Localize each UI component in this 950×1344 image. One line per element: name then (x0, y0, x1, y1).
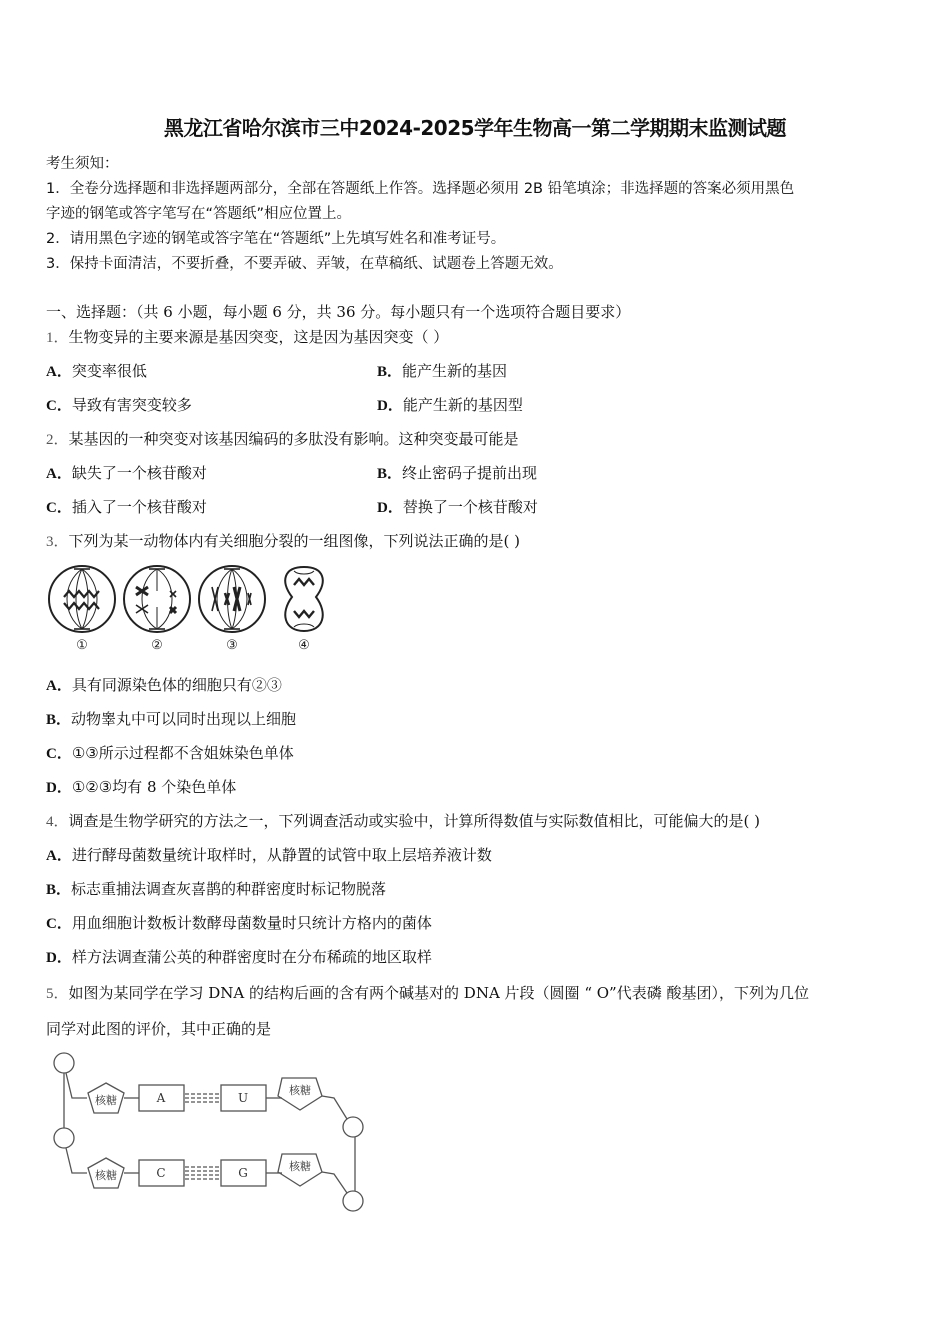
base-label-g: G (238, 1166, 248, 1180)
option-text: 导致有害突变较多 (71, 396, 192, 414)
option-text: 样方法调查蒲公英的种群密度时在分布稀疏的地区取样 (71, 948, 432, 966)
question-number: 2． (46, 432, 69, 448)
question-text: 如图为某同学在学习 DNA 的结构后画的含有两个碱基对的 DNA 片段（圆圈 “ O”代表磷 酸基团），下列为几位 (68, 984, 809, 1002)
q2-option-d[interactable] (377, 496, 538, 517)
phosphate-icon (54, 1053, 74, 1073)
question-2-stem (46, 428, 519, 449)
q4-option-d[interactable] (46, 946, 432, 967)
option-text: 能产生新的基因 (402, 362, 508, 380)
option-letter: D． (46, 950, 72, 966)
phosphate-icon (343, 1191, 363, 1211)
option-text: ①②③均有 8 个染色单体 (71, 778, 237, 796)
question-5-stem-line-2: 同学对此图的评价，其中正确的是 (46, 1020, 272, 1038)
option-letter: A． (46, 848, 72, 864)
cell-division-figure (44, 563, 344, 653)
option-letter: B． (46, 712, 72, 728)
q3-option-b[interactable] (46, 708, 296, 729)
cell-1-icon (49, 566, 115, 632)
question-number: 4． (46, 814, 69, 830)
q2-option-a[interactable] (46, 462, 207, 483)
option-text: 动物睾丸中可以同时出现以上细胞 (71, 710, 297, 728)
cell-3-icon (199, 566, 265, 632)
option-text: 标志重捕法调查灰喜鹊的种群密度时标记物脱落 (71, 880, 387, 898)
option-letter: D． (377, 500, 403, 516)
option-letter: B． (46, 882, 72, 898)
notice-line-3: 2．请用黑色字迹的钢笔或答字笔在“答题纸”上先填写姓名和准考证号。 (46, 231, 506, 247)
notice-line-2: 字迹的钢笔或答字笔写在“答题纸”相应位置上。 (46, 206, 352, 222)
option-text: 能产生新的基因型 (402, 396, 523, 414)
option-letter: A． (46, 678, 72, 694)
sugar-label-2: 核糖 (95, 1169, 117, 1182)
dna-fragment-diagram (44, 1048, 374, 1218)
option-text: 缺失了一个核苷酸对 (71, 464, 207, 482)
option-letter: D． (46, 780, 72, 796)
question-3-stem (46, 530, 520, 551)
question-text: 下列为某一动物体内有关细胞分裂的一组图像，下列说法正确的是( ) (68, 532, 520, 550)
option-letter: C． (46, 398, 72, 414)
q4-option-a[interactable] (46, 844, 492, 865)
option-letter: C． (46, 916, 72, 932)
question-5-stem (46, 982, 809, 1003)
option-letter: A． (46, 364, 72, 380)
figure-label-4: ④ (298, 638, 310, 653)
question-4-stem (46, 810, 760, 831)
question-text: 生物变异的主要来源是基因突变，这是因为基因突变（ ） (68, 328, 449, 346)
option-text: 插入了一个核苷酸对 (71, 498, 207, 516)
q4-option-c[interactable] (46, 912, 432, 933)
base-label-u: U (237, 1091, 249, 1105)
figure-label-2: ② (151, 638, 163, 653)
option-letter: C． (46, 746, 72, 762)
question-number: 1． (46, 330, 69, 346)
base-label-c: C (156, 1166, 166, 1180)
option-letter: A． (46, 466, 72, 482)
figure-label-3: ③ (226, 638, 238, 653)
option-text: 突变率很低 (71, 362, 147, 380)
question-text: 调查是生物学研究的方法之一，下列调查活动或实验中，计算所得数值与实际数值相比，可能偏大的是( ) (68, 812, 760, 830)
sugar-label-4: 核糖 (289, 1160, 311, 1173)
q4-option-b[interactable] (46, 878, 386, 899)
question-number: 5． (46, 986, 69, 1002)
q1-option-c[interactable] (46, 394, 192, 415)
section-heading: 一、选择题：（共 6 小题，每小题 6 分，共 36 分。每小题只有一个选项符合题目要求） (46, 303, 631, 321)
cell-4-icon (285, 567, 323, 631)
notice-line-1: 1．全卷分选择题和非选择题两部分，全部在答题纸上作答。选择题必须用 2B 铅笔填涂；非选择题的答案必须用黑色 (46, 181, 795, 197)
q1-option-a[interactable] (46, 360, 147, 381)
sugar-label-3: 核糖 (289, 1084, 311, 1097)
sugar-label-1: 核糖 (95, 1094, 117, 1107)
notice-heading: 考生须知： (46, 156, 119, 172)
option-letter: D． (377, 398, 403, 414)
q1-option-d[interactable] (377, 394, 523, 415)
q2-option-b[interactable] (377, 462, 537, 483)
q3-option-c[interactable] (46, 742, 294, 763)
option-text: 终止密码子提前出现 (402, 464, 538, 482)
notice-line-4: 3．保持卡面清洁，不要折叠，不要弄破、弄皱，在草稿纸、试题卷上答题无效。 (46, 256, 563, 272)
phosphate-icon (343, 1117, 363, 1137)
page-title: 黑龙江省哈尔滨市三中2024-2025学年生物高一第二学期期末监测试题 (163, 116, 787, 140)
question-number: 3． (46, 534, 69, 550)
option-letter: B． (377, 466, 403, 482)
q1-option-b[interactable] (377, 360, 507, 381)
q3-option-a[interactable] (46, 674, 282, 695)
option-letter: C． (46, 500, 72, 516)
option-text: 具有同源染色体的细胞只有②③ (71, 676, 282, 694)
option-text: ①③所示过程都不含姐妹染色单体 (71, 744, 294, 762)
option-text: 替换了一个核苷酸对 (402, 498, 538, 516)
question-text: 某基因的一种突变对该基因编码的多肽没有影响。这种突变最可能是 (68, 430, 519, 448)
option-text: 进行酵母菌数量统计取样时，从静置的试管中取上层培养液计数 (71, 846, 492, 864)
question-1-stem (46, 326, 448, 347)
cell-2-icon (124, 566, 190, 632)
option-text: 用血细胞计数板计数酵母菌数量时只统计方格内的菌体 (71, 914, 432, 932)
q3-option-d[interactable] (46, 776, 236, 797)
q2-option-c[interactable] (46, 496, 207, 517)
figure-label-1: ① (76, 638, 88, 653)
option-letter: B． (377, 364, 403, 380)
base-label-a: A (156, 1091, 166, 1105)
phosphate-icon (54, 1128, 74, 1148)
